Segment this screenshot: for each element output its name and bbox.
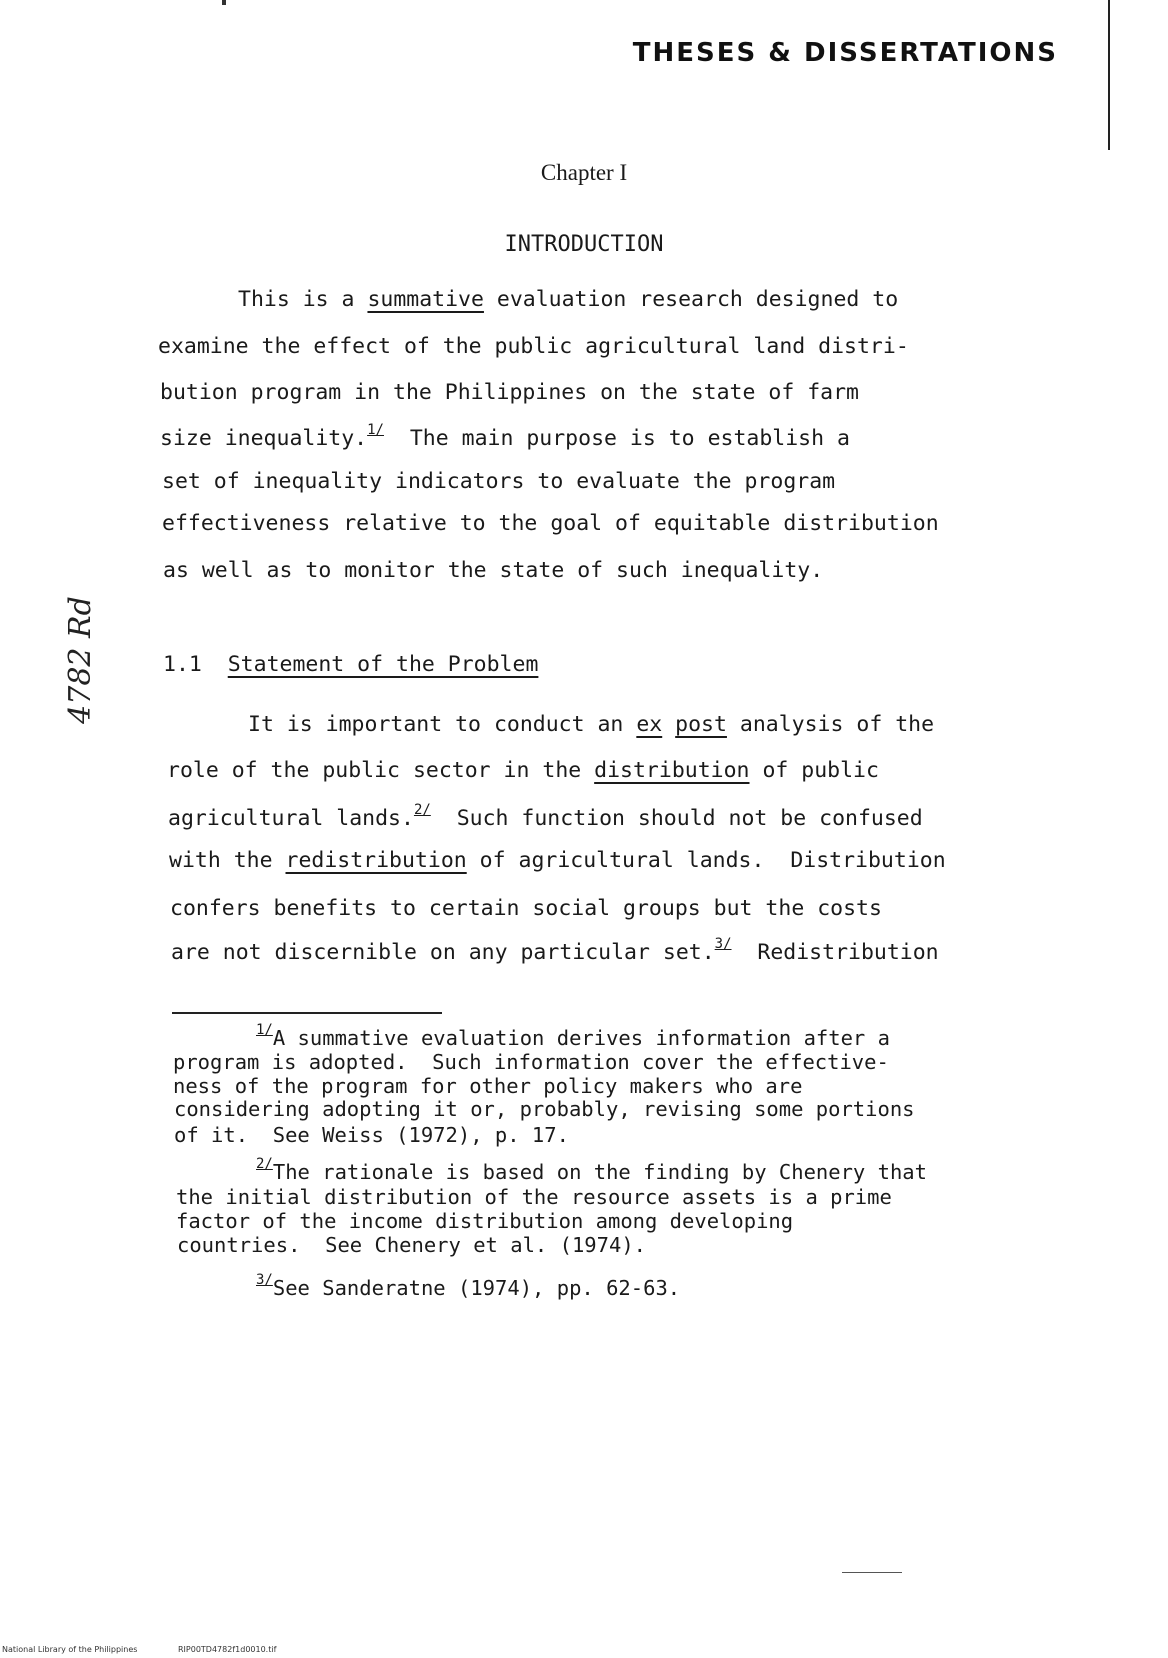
text-run: with the (169, 848, 286, 873)
text-run: are not discernible on any particular set. (171, 940, 715, 966)
underlined-term: post (675, 712, 727, 737)
text-run: Redistribution (731, 940, 939, 966)
underlined-term: summative (367, 287, 484, 312)
footnote-2-line: the initial distribution of the resource assets is a prime (176, 1185, 892, 1209)
footnote-2-line (256, 1156, 927, 1184)
paragraph-line: effectiveness relative to the goal of equitable distribution (162, 511, 939, 536)
text-run: This is a (238, 287, 368, 312)
underlined-term: redistribution (285, 848, 467, 873)
footnote-1-line (256, 1022, 890, 1050)
footnote-number: 2/ (256, 1156, 273, 1172)
footer-file-id: RIP00TD4782f1d0010.tif (178, 1645, 277, 1654)
footnote-ref: 2/ (413, 802, 431, 818)
footnote-1-line: considering adopting it or, probably, revising some portions (174, 1097, 915, 1121)
footnote-ref: 1/ (367, 422, 384, 438)
chapter-heading: Chapter I (540, 160, 628, 185)
paragraph-line (160, 422, 850, 452)
text-run: role of the public sector in the (167, 758, 595, 783)
footnote-3-line (256, 1272, 681, 1300)
text-run: evaluation research designed to (483, 287, 899, 312)
footnote-1-line: ness of the program for other policy makers who are (173, 1074, 803, 1098)
paragraph-line (248, 714, 934, 736)
text-run (662, 712, 675, 737)
text-run: analysis of the (726, 712, 935, 737)
section-heading (163, 654, 538, 676)
chapter-title: INTRODUCTION (504, 232, 664, 257)
text-run: of public (749, 758, 879, 783)
scan-mark (222, 0, 226, 5)
section-number: 1.1 (163, 652, 202, 677)
footnote-number: 3/ (256, 1272, 273, 1288)
paragraph-line: as well as to monitor the state of such inequality. (163, 558, 824, 583)
theses-stamp: THESES & DISSERTATIONS (632, 38, 1058, 68)
text-run: See Sanderatne (1974), pp. 62-63. (272, 1275, 681, 1300)
paragraph-line: examine the effect of the public agricultural land distri- (158, 334, 909, 359)
footnote-2-line: factor of the income distribution among developing (176, 1209, 794, 1233)
underlined-term: ex (636, 712, 663, 737)
paragraph-line: set of inequality indicators to evaluate the program (162, 469, 836, 494)
footnote-divider (172, 1012, 442, 1014)
paragraph-line (171, 936, 939, 966)
paragraph-line (169, 850, 946, 872)
scan-mark (842, 1572, 902, 1573)
paragraph-line: confers benefits to certain social groups but the costs (170, 896, 882, 921)
footer-library-credit: National Library of the Philippines (2, 1645, 138, 1654)
handwritten-margin-note: 4782 Rd (62, 596, 98, 724)
text-run: size inequality. (160, 426, 368, 452)
underlined-term: distribution (594, 758, 750, 783)
scan-edge-line (1108, 0, 1110, 150)
footnote-ref: 3/ (714, 936, 732, 952)
paragraph-line: bution program in the Philippines on the state of farm (160, 380, 859, 405)
footnote-2-line: countries. See Chenery et al. (1974). (177, 1233, 646, 1257)
text-run: Such function should not be confused (430, 806, 923, 832)
text-run: The main purpose is to establish a (383, 426, 850, 452)
text-run: A summative evaluation derives information after a (272, 1025, 890, 1050)
text-run: of agricultural lands. Distribution (466, 848, 946, 873)
text-run: The rationale is based on the finding by Chenery that (272, 1159, 927, 1184)
text-run: agricultural lands. (168, 806, 414, 832)
footnote-1-line: of it. See Weiss (1972), p. 17. (174, 1123, 569, 1147)
text-run: It is important to conduct an (248, 712, 637, 737)
paragraph-line (168, 802, 923, 832)
section-title: Statement of the Problem (227, 652, 539, 677)
footnote-1-line: program is adopted. Such information cover the effective- (173, 1050, 889, 1074)
paragraph-line (238, 289, 898, 311)
paragraph-line (167, 760, 879, 782)
footnote-number: 1/ (256, 1022, 273, 1038)
